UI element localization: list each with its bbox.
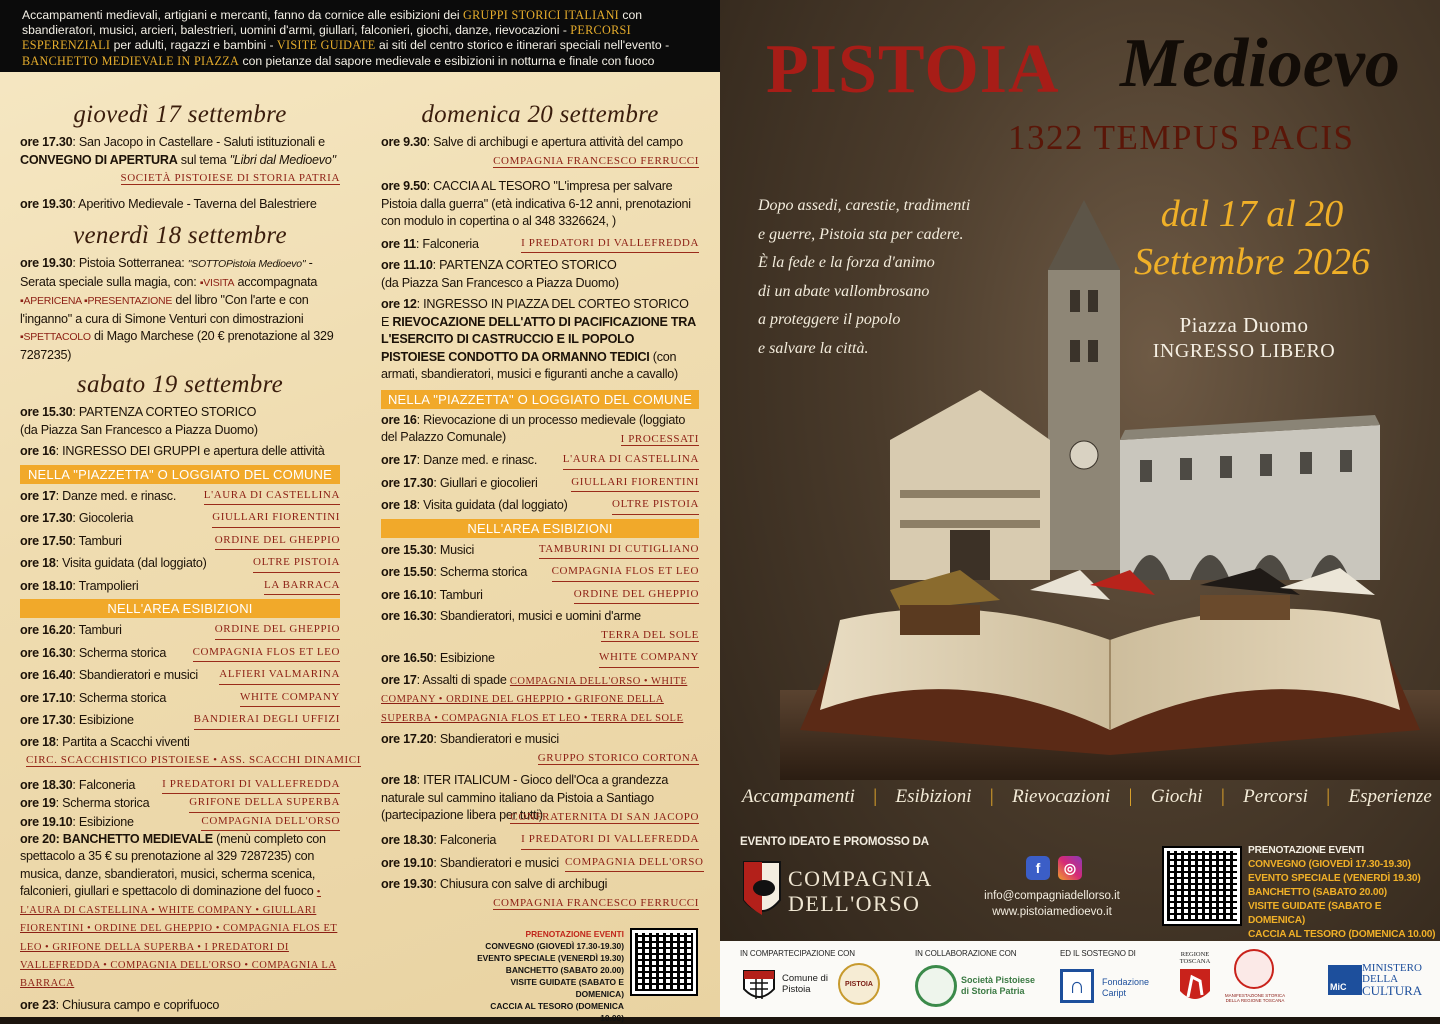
event-time: ore 17.10 (20, 690, 73, 705)
event-text: : Chiusura con salve di archibugi (433, 877, 608, 891)
event-text: : Esibizione (72, 713, 134, 727)
event-row (381, 831, 699, 850)
event-row (20, 255, 340, 364)
mic-line: DELLA (1362, 973, 1399, 985)
group-name: WHITE COMPANY (599, 649, 699, 668)
event-time: ore 17 (381, 672, 417, 687)
group-name: BANDIERAI DEGLI UFFIZI (194, 711, 340, 730)
event-time: ore 17 (381, 453, 417, 467)
event-text: : Scherma storica (72, 645, 167, 660)
list-esibizioni-sunday (381, 541, 699, 605)
event-text: di Mago Marchese (20 € prenotazione al 329 7287235) (20, 329, 334, 362)
booking-line: CACCIA AL TESORO (DOMENICA 10.00) (490, 1001, 624, 1023)
sponsor-label: IN COLLABORAZIONE CON (915, 949, 1017, 958)
event-row (20, 422, 340, 440)
event-time: ore 11 (381, 236, 416, 251)
intro-banner (0, 0, 720, 72)
event-tag: ▪APERICENA (20, 295, 82, 307)
group-name: CIRC. SCACCHISTICO PISTOIESE • ASS. SCACCHI DINAMICI (26, 754, 361, 766)
list-item (381, 451, 699, 470)
organizer-name (788, 866, 933, 916)
event-time: ore 20 (20, 832, 56, 846)
booking-line: BANCHETTO (SABATO 20.00) (505, 965, 624, 975)
banner-highlight: VISITE GUIDATE (276, 38, 376, 53)
booking-line: VISITE GUIDATE (SABATO E DOMENICA) (510, 977, 624, 999)
event-time: ore 15.50 (381, 565, 434, 579)
group-name: GRUPPO STORICO CORTONA (537, 751, 699, 764)
event-text: : CACCIA AL TESORO "L'impresa per salvare Pistoia dalla guerra" (età indicativa 6-12 anni, prenotazioni con modulo in copertina o al 348 3326624, ) (381, 179, 691, 228)
event-group-row (381, 626, 699, 645)
event-time: ore 17.30 (20, 713, 73, 727)
schedule-column-right (381, 98, 704, 912)
event-text: : San Jacopo in Castellare - Saluti istituzionali e (72, 135, 325, 149)
event-text: : Danze med. e rinasc. (416, 453, 538, 467)
list-item (381, 586, 699, 605)
booking-title: PRENOTAZIONE EVENTI (1248, 845, 1365, 856)
group-name: GIULLARI FIORENTINI (571, 474, 699, 493)
event-text: : Falconeria (72, 777, 136, 792)
group-list: COMPAGNIA DELL'ORSO • WHITE COMPANY • ORDINE DEL GHEPPIO • GRIFONE DELLA SUPERBA • COMPAGNIA FLOS ET LEO • TERRA DEL SOLE (381, 675, 688, 724)
event-time: ore 19.10 (381, 855, 434, 870)
list-item (20, 776, 340, 795)
event-row (20, 831, 340, 993)
sponsor-name: Fondazione Caript (1102, 977, 1150, 998)
event-time: ore 17.20 (381, 732, 434, 746)
list-item (20, 532, 340, 551)
list-item (20, 666, 340, 685)
event-row (381, 731, 699, 749)
category-label: Rievocazioni (1012, 786, 1111, 807)
event-text: : Sbandieratori e musici (433, 855, 559, 870)
event-time: ore 16.30 (20, 645, 73, 660)
event-time: ore 17.30 (381, 475, 434, 490)
event-text: : Chiusura campo e coprifuoco (55, 997, 220, 1012)
event-tag: ▪SPETTACOLO (20, 331, 91, 343)
event-group-row (26, 751, 361, 770)
list-item (20, 813, 340, 832)
event-row (381, 854, 704, 873)
group-name: CONFRATERNITA DI SAN JACOPO (510, 810, 699, 823)
event-row (381, 178, 699, 231)
event-time: ore 16.30 (381, 609, 434, 623)
event-text: : Tamburi (433, 587, 483, 602)
event-time: ore 17.50 (20, 533, 73, 548)
group-name: COMPAGNIA FRANCESCO FERRUCCI (493, 154, 699, 167)
category-label: Giochi (1150, 786, 1203, 807)
event-time: ore 19.30 (20, 196, 73, 211)
list-item (20, 554, 340, 573)
event-time: ore 9.50 (381, 179, 427, 193)
website-link[interactable]: www.pistoiamedioevo.it (992, 906, 1112, 918)
event-text: : Scherma storica (55, 796, 150, 810)
list-item (20, 487, 340, 506)
manifestazione-storica-icon (1234, 949, 1274, 989)
event-row (381, 134, 699, 152)
event-time: ore 12 (381, 297, 417, 311)
group-name: I PREDATORI DI VALLEFREDDA (162, 776, 340, 795)
event-row (20, 404, 340, 422)
group-name: I PREDATORI DI VALLEFREDDA (521, 831, 699, 850)
event-time: ore 19.10 (20, 814, 73, 829)
intro-line: a proteggere il popolo (758, 311, 901, 328)
intro-line: È la fede e la forza d'animo (758, 254, 935, 271)
event-row (20, 734, 340, 752)
email-link[interactable]: info@compagniadellorso.it (984, 890, 1120, 902)
banner-text: con pietanze dal sapore medievale e esibizioni in notturna e finale con fuoco (242, 53, 655, 68)
event-time: ore 18.10 (20, 578, 73, 593)
event-time: ore 18 (381, 773, 417, 787)
organizer-name-line: DELL'ORSO (788, 891, 921, 916)
event-text: "Libri dal Medioevo" (229, 152, 336, 167)
event-time: ore 17.30 (20, 135, 73, 149)
sponsors-bar (720, 941, 1440, 1017)
list-loggiato (20, 487, 340, 596)
event-text: : PARTENZA CORTEO STORICO (432, 258, 617, 272)
group-name: OLTRE PISTOIA (253, 554, 340, 573)
list-item (20, 711, 340, 730)
banner-highlight: GRUPPI STORICI ITALIANI (463, 8, 620, 22)
event-row (381, 649, 699, 668)
event-time: ore 18.30 (20, 777, 73, 792)
event-time: ore 18 (20, 734, 56, 749)
list-item (20, 577, 340, 596)
list-evening (20, 776, 340, 832)
booking-line: CONVEGNO (GIOVEDÌ 17.30-19.30) (1248, 859, 1411, 870)
banner-text: con sbandieratori, musici, arcieri, balestrieri, uomini d'armi, giullari, falconieri, giochi, danze, rievocazioni - (22, 8, 643, 38)
organizer-section (720, 826, 1440, 941)
group-name: TAMBURINI DI CUTIGLIANO (539, 541, 699, 560)
event-time: ore 18 (381, 498, 417, 512)
sponsor-name: MANIFESTAZIONE STORICA DELLA REGIONE TOSCANA (1224, 993, 1286, 1003)
regione-toscana-icon (1178, 967, 1212, 1007)
event-text: : Falconeria (415, 236, 479, 251)
schedule-column-left (20, 98, 361, 1014)
event-text: : INGRESSO IN PIAZZA DEL CORTEO STORICO E (381, 297, 689, 329)
intro-line: Dopo assedi, carestie, tradimenti (758, 197, 971, 214)
dates-line: dal 17 al 20 (1160, 193, 1344, 235)
event-text: : Esibizione (433, 651, 495, 665)
event-title: CONVEGNO DI APERTURA (20, 152, 178, 167)
booking-info (468, 928, 624, 1024)
event-text: : Falconeria (433, 833, 497, 847)
group-name: COMPAGNIA DELL'ORSO (201, 813, 340, 832)
event-time: ore 19.30 (20, 256, 73, 270)
event-row (381, 296, 699, 384)
mic-name (1362, 963, 1432, 996)
event-row (20, 134, 340, 169)
event-row (381, 235, 699, 254)
group-name: SOCIETÀ PISTOIESE DI STORIA PATRIA (120, 172, 340, 184)
event-text: : Partita a Scacchi viventi (55, 734, 190, 749)
group-name: COMPAGNIA DELL'ORSO (565, 854, 704, 873)
group-name: COMPAGNIA FRANCESCO FERRUCCI (493, 896, 699, 909)
organizer-name-line: COMPAGNIA (788, 866, 933, 891)
event-text: : Pistoia Sotterranea: (72, 256, 188, 270)
group-name: L'AURA DI CASTELLINA (563, 451, 699, 470)
section-band-esibizioni: NELL'AREA ESIBIZIONI (20, 599, 340, 618)
day-heading-friday: venerdì 18 settembre (73, 222, 287, 249)
group-name: ORDINE DEL GHEPPIO (215, 621, 340, 640)
event-text: : Giocoleria (72, 511, 134, 525)
event-row (20, 997, 340, 1015)
list-item (381, 563, 699, 582)
event-group-row (381, 894, 699, 913)
event-text: sul tema (177, 152, 230, 167)
social-links (1026, 856, 1082, 880)
group-name: LA BARRACA (264, 577, 340, 596)
event-text: : INGRESSO DEI GRUPPI e apertura delle attività (55, 444, 325, 458)
group-name: ORDINE DEL GHEPPIO (215, 532, 340, 551)
free-entry: INGRESSO LIBERO (1152, 340, 1336, 362)
event-text: (da Piazza San Francesco a Piazza Duomo) (20, 422, 258, 437)
event-row (20, 443, 340, 461)
booking-line: CONVEGNO (GIOVEDÌ 17.30-19.30) (485, 941, 624, 951)
section-band-loggiato: NELLA "PIAZZETTA" O LOGGIATO DEL COMUNE (20, 465, 340, 484)
group-name: I PROCESSATI (620, 432, 699, 445)
sponsor-label: ED IL SOSTEGNO DI (1060, 949, 1136, 958)
event-text: : Sbandieratori e musici (433, 732, 559, 746)
group-name: COMPAGNIA FLOS ET LEO (193, 644, 340, 663)
banner-text: ai siti del centro storico e itinerari speciali nell'evento - (378, 38, 670, 53)
event-time: ore 17.30 (20, 511, 73, 525)
event-group-row (20, 169, 340, 188)
dates-line: Settembre 2026 (1133, 241, 1371, 283)
day-heading-sunday: domenica 20 settembre (421, 101, 659, 128)
event-tag: ▪VISITA (199, 276, 235, 289)
poster-title-script: Medioevo (1120, 25, 1400, 102)
list-item (381, 541, 699, 560)
event-time: ore 15.30 (20, 405, 73, 419)
section-band-loggiato: NELLA "PIAZZETTA" O LOGGIATO DEL COMUNE (381, 390, 699, 409)
banner-highlight: BANCHETTO MEDIEVALE IN PIAZZA (22, 53, 240, 68)
event-text: : Assalti di spade (416, 672, 510, 687)
event-row (381, 672, 699, 728)
event-text: : Tamburi (72, 623, 122, 637)
event-text: - Serata speciale sulla magia, con: (20, 256, 313, 289)
booking-line: CACCIA AL TESORO (DOMENICA 10.00) (1248, 929, 1436, 940)
event-text: (con armati, sbandieratori, musici e figuranti anche a cavallo) (381, 349, 678, 381)
instagram-icon[interactable]: ◎ (1058, 856, 1082, 880)
event-time: ore 23 (20, 997, 56, 1012)
event-row (381, 275, 699, 293)
booking-line: EVENTO SPECIALE (VENERDÌ 19.30) (477, 953, 624, 963)
event-location (1122, 312, 1366, 364)
banner-highlight: PERCORSI ESPERENZIALI (22, 23, 631, 53)
day-heading-thursday: giovedì 17 settembre (73, 101, 287, 128)
mic-logo-icon: MiC (1328, 965, 1362, 995)
event-text: : Esibizione (72, 814, 134, 829)
event-group-row (381, 808, 699, 827)
event-group-row (381, 430, 699, 449)
location-name: Piazza Duomo (1179, 313, 1309, 337)
event-time: ore 16 (381, 412, 417, 427)
poster-subtitle: 1322 TEMPUS PACIS (1008, 118, 1355, 157)
event-time: ore 16 (20, 444, 56, 458)
poster-page (720, 0, 1440, 1017)
group-name: L'AURA DI CASTELLINA (204, 487, 340, 506)
event-time: ore 16.40 (20, 668, 73, 682)
intro-line: e salvare la città. (758, 339, 869, 357)
fondazione-caript-icon: ∩ (1060, 969, 1094, 1003)
list-item (20, 794, 340, 813)
group-name: ORDINE DEL GHEPPIO (574, 586, 699, 605)
event-title: RIEVOCAZIONE DELL'ATTO DI PACIFICAZIONE TRA L'ESERCITO DI CASTRUCCIO E IL POPOLO PISTOIESE CONDOTTO DA ORMANNO TEDICI (381, 314, 696, 364)
list-item (381, 474, 699, 493)
program-page (0, 0, 720, 1023)
event-text: (da Piazza San Francesco a Piazza Duomo) (381, 275, 619, 290)
mic-line: CULTURA (1362, 983, 1423, 998)
group-name: OLTRE PISTOIA (612, 496, 699, 515)
event-time: ore 18 (20, 556, 56, 570)
mic-line: MINISTERO (1362, 962, 1422, 974)
banner-text: Accampamenti medievali, artigiani e mercanti, fanno da cornice alle esibizioni dei (22, 8, 460, 22)
group-name: WHITE COMPANY (240, 689, 340, 708)
event-text: : Trampolieri (72, 578, 139, 593)
section-band-esibizioni: NELL'AREA ESIBIZIONI (381, 519, 699, 538)
group-name: GRIFONE DELLA SUPERBA (189, 794, 340, 813)
event-row (381, 876, 699, 894)
sponsor-name: Società Pistoiese di Storia Patria (961, 975, 1036, 996)
list-item (20, 689, 340, 708)
banner-text: per adulti, ragazzi e bambini - (113, 38, 274, 53)
intro-line: di un abate vallombrosano (758, 282, 930, 300)
list-item (20, 509, 340, 528)
pistoia-badge-icon: PISTOIA (838, 963, 880, 1005)
event-text: : Sbandieratori, musici e uomini d'arme (433, 609, 641, 623)
poster-intro-text (758, 192, 998, 363)
event-time: ore 17 (20, 488, 56, 503)
group-name: COMPAGNIA FLOS ET LEO (552, 563, 699, 582)
sponsor-name: Comune di Pistoia (782, 973, 828, 995)
list-item (20, 644, 340, 663)
sponsor-label: IN COMPARTECIPAZIONE CON (740, 949, 855, 958)
contacts (972, 888, 1132, 920)
facebook-icon[interactable]: f (1026, 856, 1050, 880)
event-row (20, 196, 340, 214)
event-text: : Rievocazione di un processo medievale (loggiato del Palazzo Comunale) (381, 412, 686, 444)
event-tag: ▪PRESENTAZIONE (81, 295, 173, 307)
event-time: ore 19.30 (381, 877, 434, 891)
event-time: ore 18.30 (381, 833, 434, 847)
event-text: : Aperitivo Medievale - Taverna del Balestriere (72, 196, 317, 211)
sponsor-name: REGIONE TOSCANA (1179, 951, 1211, 965)
organizer-label: EVENTO IDEATO E PROMOSSO DA (740, 836, 929, 848)
event-text: accompagnata (234, 274, 318, 289)
event-text: : Giullari e giocolieri (433, 475, 538, 490)
event-time: ore 9.30 (381, 135, 427, 149)
event-text: : Visita guidata (dal loggiato) (55, 556, 207, 570)
event-text: : Scherma storica (433, 565, 528, 579)
qr-code[interactable] (1164, 848, 1240, 924)
event-text: : Salve di archibugi e apertura attività del campo (426, 135, 683, 149)
category-label: Esibizioni (895, 786, 972, 807)
list-esibizioni (20, 621, 340, 730)
bear-shield-icon (742, 860, 782, 922)
event-text: : Danze med. e rinasc. (55, 488, 177, 503)
list-loggiato-sunday (381, 451, 699, 515)
event-text: : Scherma storica (72, 690, 167, 705)
event-group-row (381, 749, 699, 768)
list-item (381, 496, 699, 515)
event-text: : ITER ITALICUM - Gioco dell'Oca a grandezza naturale sul cammino italiano da Pistoia a Santiago (partecipazione libera per tutti) (381, 773, 669, 822)
day-heading-saturday: sabato 19 settembre (76, 371, 284, 398)
event-text: del libro "Con l'arte e con l'inganno" a cura di Simone Venturi con dimostrazioni (20, 293, 309, 326)
comune-crest-icon (740, 965, 778, 1005)
booking-line: EVENTO SPECIALE (VENERDÌ 19.30) (1248, 873, 1421, 884)
event-text: "SOTTOPistoia Medioevo" (187, 258, 306, 270)
group-name: GIULLARI FIORENTINI (212, 509, 340, 528)
category-label: Accampamenti (742, 786, 855, 807)
poster-title: PISTOIA (766, 31, 1060, 108)
event-text: : Sbandieratori e musici (72, 668, 198, 682)
event-text: (menù completo con spettacolo a 35 € su prenotazione al 329 7287235) con musica, danze, sbandieratori, musici, scherma scenica, falconieri, giullari e spettacolo di dominazione del fuoco (20, 832, 326, 898)
event-time: ore 16.10 (381, 587, 434, 602)
event-time: ore 15.30 (381, 542, 434, 557)
event-row (381, 257, 699, 275)
booking-line: VISITE GUIDATE (SABATO E DOMENICA) (1248, 901, 1382, 926)
group-name: I PREDATORI DI VALLEFREDDA (521, 235, 699, 254)
event-time: ore 11.10 (381, 258, 433, 272)
group-name: TERRA DEL SOLE (601, 628, 699, 641)
event-text: : Tamburi (72, 533, 122, 548)
booking-info (1248, 844, 1440, 942)
booking-title: PRENOTAZIONE EVENTI (525, 929, 624, 939)
list-item (20, 621, 340, 640)
category-label: Percorsi (1243, 786, 1308, 807)
event-dates (1112, 190, 1392, 286)
event-title: : BANCHETTO MEDIEVALE (55, 832, 213, 846)
event-text: : Visita guidata (dal loggiato) (416, 498, 568, 512)
event-group-row (381, 152, 699, 171)
group-name: ALFIERI VALMARINA (219, 666, 340, 685)
spsp-seal-icon (915, 965, 957, 1007)
activity-categories: Accampamenti | Esibizioni | Rievocazioni | Giochi | Percorsi | Esperienze (742, 786, 1432, 807)
category-label: Esperienze (1348, 786, 1432, 807)
intro-line: e guerre, Pistoia sta per cadere. (758, 225, 964, 243)
event-time: ore 16.20 (20, 623, 73, 637)
event-text: : PARTENZA CORTEO STORICO (72, 405, 257, 419)
booking-line: BANCHETTO (SABATO 20.00) (1248, 887, 1387, 898)
group-list: • L'AURA DI CASTELLINA • WHITE COMPANY • GIULLARI FIORENTINI • ORDINE DEL GHEPPIO • COMPAGNIA FLOS ET LEO • GRIFONE DELLA SUPERBA • I PREDATORI DI VALLEFREDDA • COMPAGNIA DELL'ORSO • COMPAGNIA LA BARRACA (20, 886, 338, 990)
event-text: : Musici (433, 542, 475, 557)
event-time: ore 19 (20, 796, 56, 810)
event-row (381, 608, 699, 626)
qr-code[interactable] (632, 930, 696, 994)
event-time: ore 16.50 (381, 651, 434, 665)
